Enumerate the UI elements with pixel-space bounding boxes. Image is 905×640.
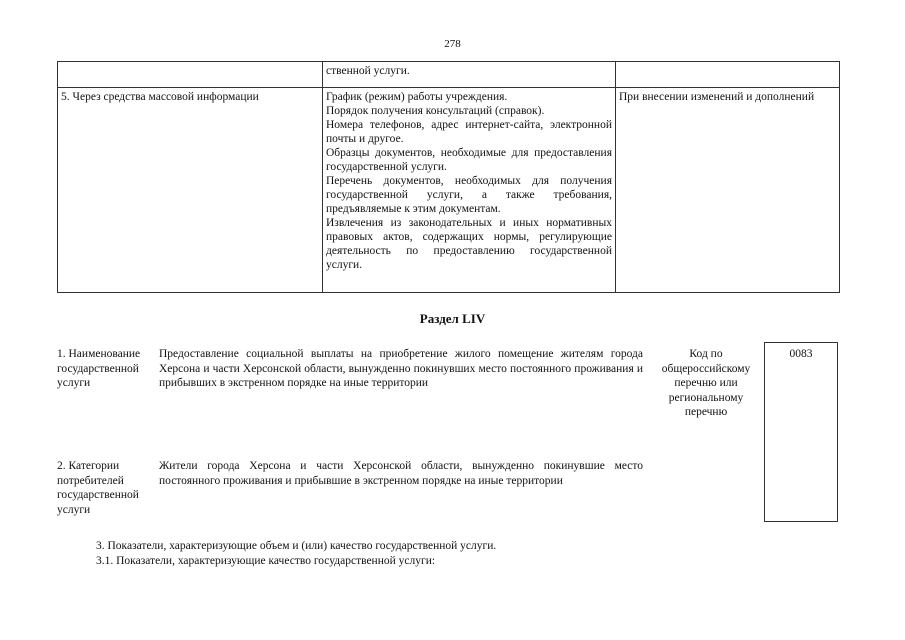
content-line: Извлечения из законодательных и иных нормативных правовых актов, содержащих нормы, регулирующие деятельность по предоставлению государственной услуги. <box>326 217 612 271</box>
content-line: Порядок получения консультаций (справок). <box>326 105 545 117</box>
info-table <box>57 61 840 293</box>
code-box <box>764 342 838 522</box>
code-value: 0083 <box>789 348 813 360</box>
quality-indicators-paragraph: 3.1. Показатели, характеризующие качество государственной услуги: <box>96 555 436 567</box>
table-cell-channel: 5. Через средства массовой информации <box>58 88 323 293</box>
consumer-category-label: 2. Категории потребителей государственной услуги <box>57 460 139 516</box>
code-label: Код по общероссийскому перечню или региональному перечню <box>661 348 751 418</box>
consumer-category-text: Жители города Херсона и части Херсонской области, вынужденно покинувшие место постоянного проживания и прибывшие в экстренном порядке на иные территории <box>159 460 643 487</box>
content-line: График (режим) работы учреждения. <box>326 91 508 103</box>
content-line: Перечень документов, необходимых для получения государственной услуги, а также требования, предъявляемые к этим документам. <box>326 175 612 215</box>
table-row <box>58 88 840 293</box>
page-number: 278 <box>444 38 461 50</box>
table-cell <box>616 62 840 88</box>
table-cell-content <box>323 88 616 293</box>
service-name-label: 1. Наименование государственной услуги <box>57 348 141 389</box>
table-cell <box>58 62 323 88</box>
content-line: Номера телефонов, адрес интернет-сайта, электронной почты и другое. <box>326 119 612 145</box>
table-row <box>58 62 840 88</box>
table-cell: ственной услуги. <box>323 62 616 88</box>
indicators-paragraph: 3. Показатели, характеризующие объем и (или) качество государственной услуги. <box>96 540 497 552</box>
content-line: Образцы документов, необходимые для предоставления государственной услуги. <box>326 147 612 173</box>
section-title: Раздел LIV <box>419 311 486 326</box>
table-cell-frequency: При внесении изменений и дополнений <box>616 88 840 293</box>
service-name-text: Предоставление социальной выплаты на приобретение жилого помещение жителям города Херсона и части Херсонской области, вынужденно покинувших место постоянного проживания и прибывших в экстренном порядке на иные территории <box>159 348 643 389</box>
